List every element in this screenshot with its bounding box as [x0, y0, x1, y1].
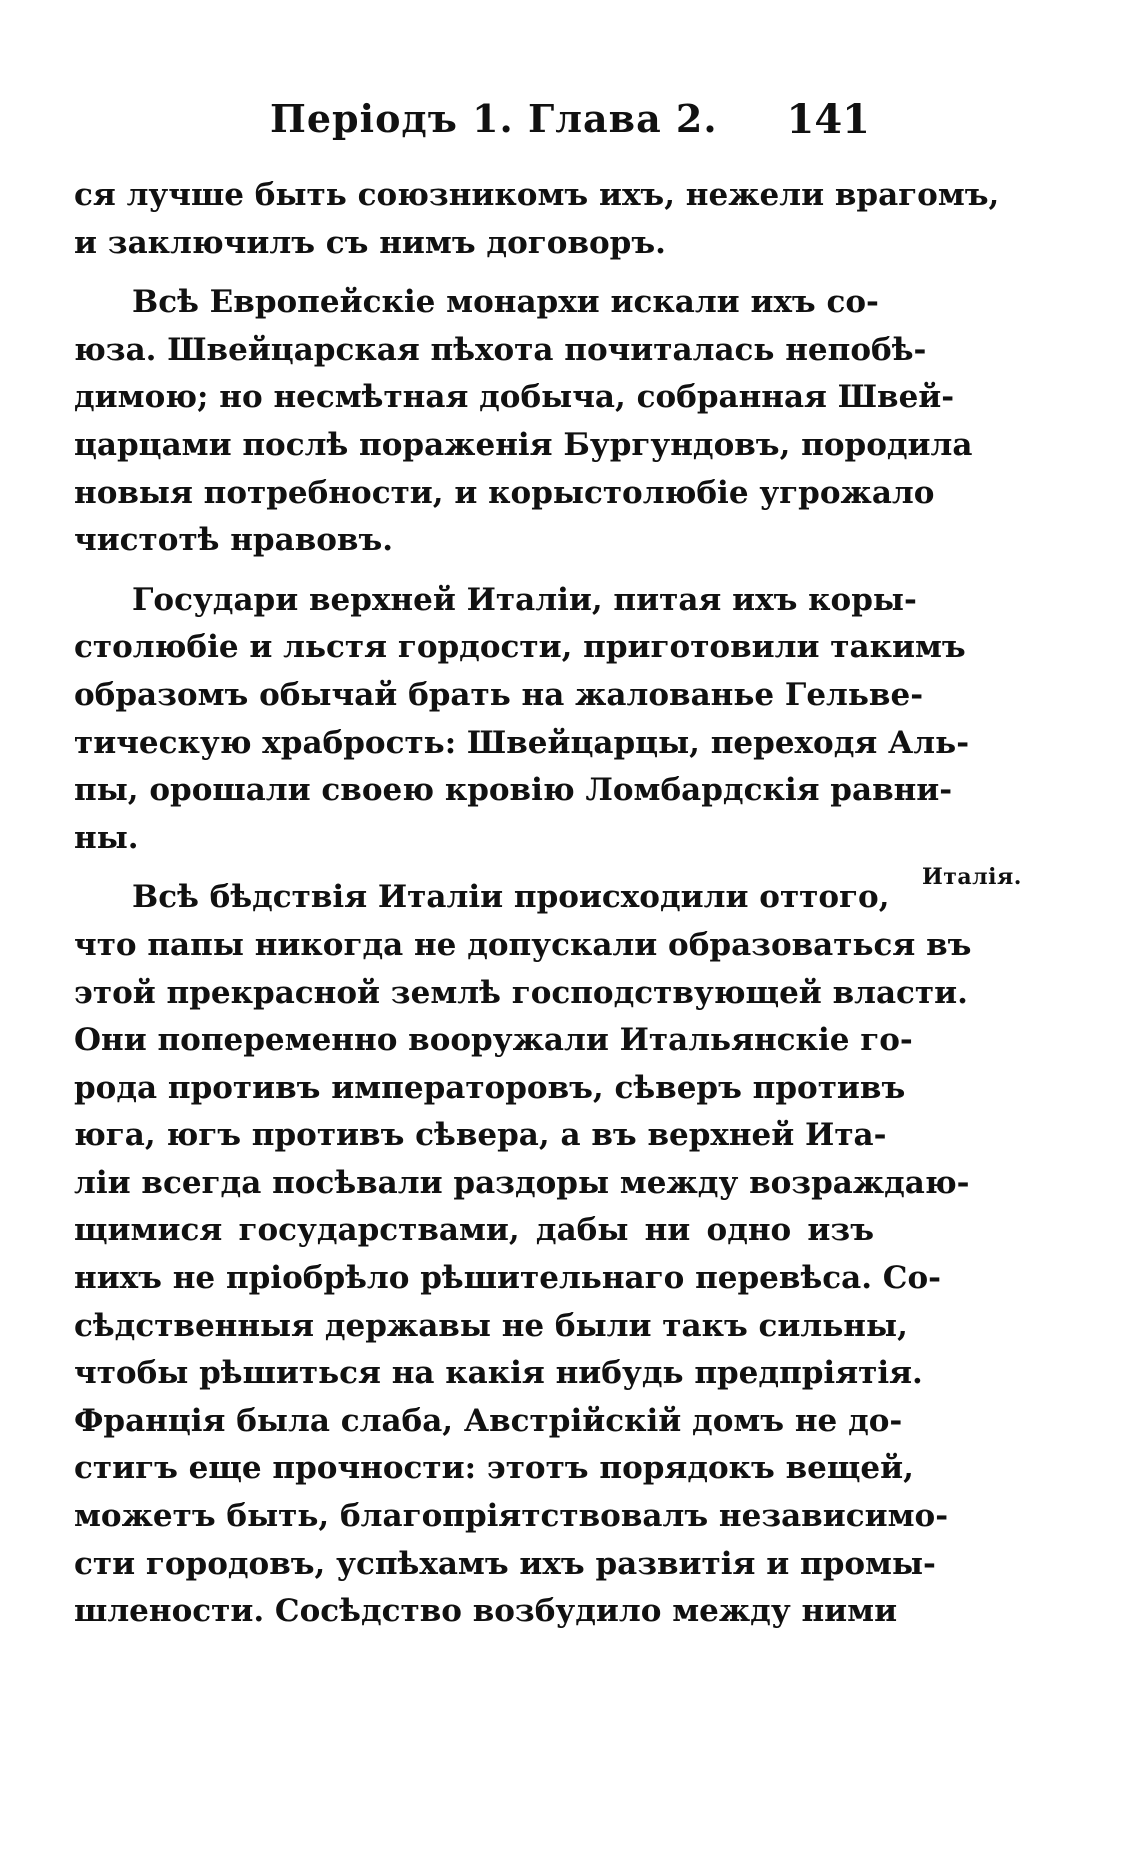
text-line: ся лучше быть союзникомъ ихъ, нежели врагомъ, — [74, 177, 1000, 213]
text-line: ны. — [74, 819, 139, 856]
text-line: Государи верхней Италіи, питая ихъ коры- — [132, 581, 917, 618]
text-line: нихъ не пріобрѣло рѣшительнаго перевѣса. Со- — [74, 1260, 942, 1297]
text-line: сти городовъ, успѣхамъ ихъ развитія и промы- — [74, 1545, 936, 1582]
text-line: тическую храбрость: Швейцарцы, переходя Аль- — [74, 724, 970, 761]
text-line: юза. Швейцарская пѣхота почиталась непобѣ- — [74, 331, 927, 368]
text-line: царцами послѣ пораженія Бургундовъ, породила — [74, 426, 973, 463]
text-line: щимися государствами, дабы ни одно изъ — [74, 1212, 874, 1249]
text-line: и заключилъ съ нимъ договоръ. — [74, 224, 666, 261]
text-line: что папы никогда не допускали образоваться въ — [74, 926, 972, 963]
text-line: стигъ еще прочности: этотъ порядокъ вещей, — [74, 1450, 914, 1487]
text-line: столюбіе и льстя гордости, приготовили такимъ — [74, 629, 966, 666]
text-line: пы, орошали своею кровію Ломбардскія равни- — [74, 772, 953, 809]
running-head — [270, 96, 870, 146]
text-line: ліи всегда посѣвали раздоры между возраждаю- — [74, 1164, 970, 1201]
text-line: Францiя была слаба, Австрійскій домъ не до- — [74, 1402, 903, 1439]
text-line: сѣдственныя державы не были такъ сильны, — [74, 1307, 908, 1344]
text-line: образомъ обычай брать на жалованье Гельве- — [74, 676, 924, 713]
text-line: чистотѣ нравовъ. — [74, 522, 394, 559]
text-line: Всѣ бѣдствія Италіи происходили оттого, — [132, 879, 890, 916]
text-line: чтобы рѣшиться на какія нибудь предпріятія. — [74, 1355, 923, 1392]
text-line: новыя потребности, и корыстолюбіе угрожало — [74, 474, 935, 511]
text-line: этой прекрасной землѣ господствующей власти. — [74, 974, 968, 1011]
running-title: Періодъ 1. Глава 2. — [270, 96, 718, 141]
text-line: рода противъ императоровъ, сѣверъ противъ — [74, 1069, 906, 1106]
text-line: димою; но несмѣтная добыча, собранная Швей- — [74, 379, 955, 416]
text-line: можетъ быть, благопріятствовалъ независимо- — [74, 1498, 949, 1535]
text-line: шлености. Сосѣдство возбудило между ними — [74, 1593, 898, 1630]
text-line: Всѣ Европейскіе монархи искали ихъ со- — [132, 284, 879, 321]
page-number: 141 — [786, 96, 870, 143]
text-line: юга, югъ противъ сѣвера, а въ верхней Ита- — [74, 1117, 887, 1154]
text-line: Они попеременно вооружали Итальянскіе го- — [74, 1022, 913, 1059]
margin-note: Италія. — [922, 864, 1022, 890]
